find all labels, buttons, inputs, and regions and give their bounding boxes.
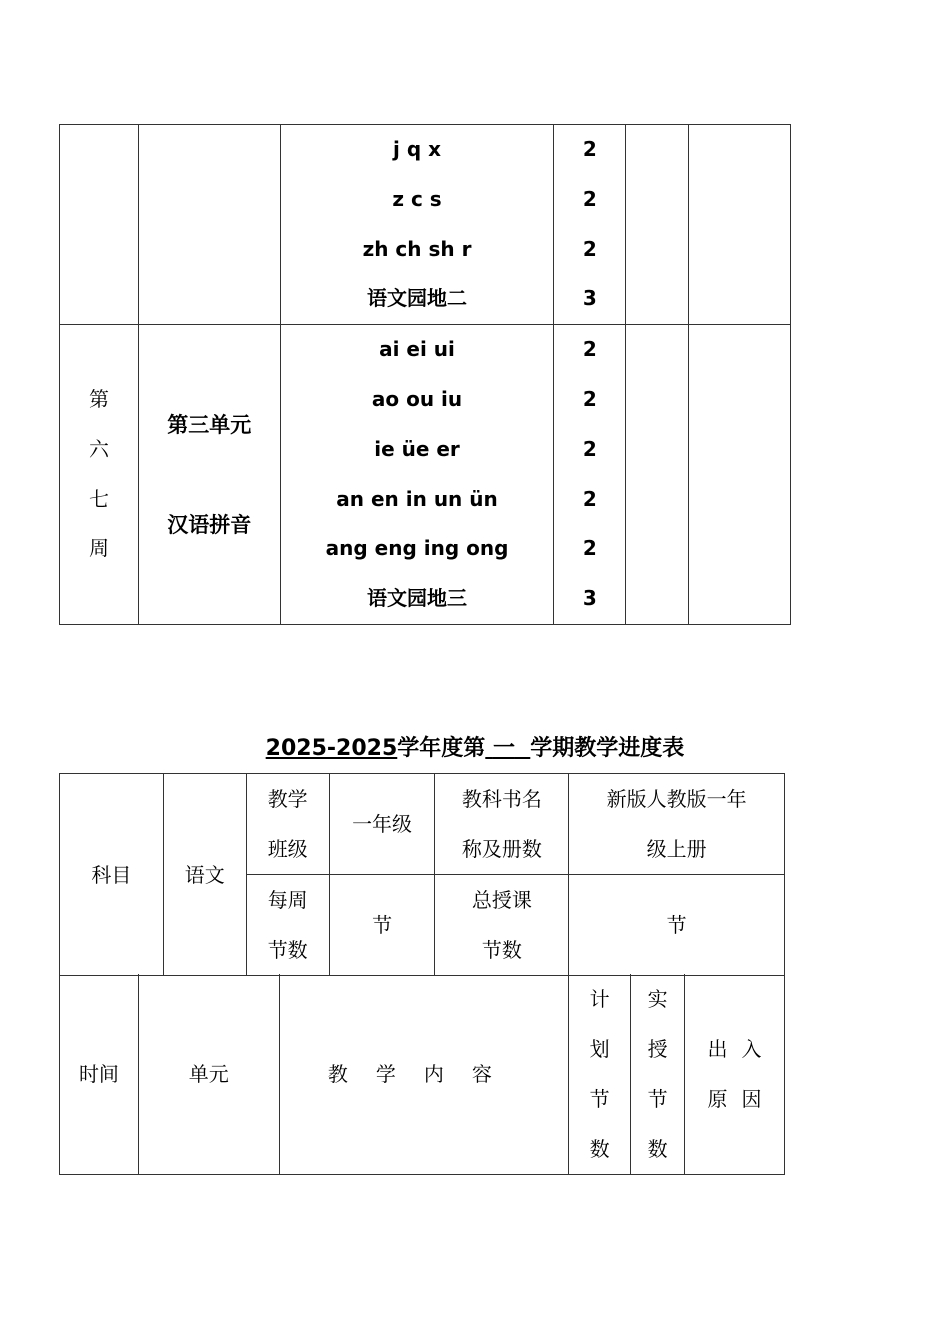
hours-value: 3 — [582, 286, 597, 311]
time-char: 七 — [88, 486, 109, 511]
hours-value: 2 — [582, 236, 597, 261]
subject-label: 科目 — [60, 774, 164, 976]
class-label — [246, 774, 329, 875]
header-char: 数 — [647, 1137, 668, 1161]
hours-value: 2 — [582, 186, 597, 211]
column-header-remarks — [685, 974, 785, 1175]
time-char: 周 — [88, 536, 109, 561]
content-line: ang eng ing ong — [325, 536, 509, 561]
content-line: 语文园地三 — [367, 586, 468, 611]
label-line: 教学 — [267, 787, 308, 811]
content-line: ai ei ui — [379, 337, 455, 362]
label-line: 班级 — [267, 837, 308, 861]
label-line: 称及册数 — [461, 837, 542, 861]
title-term: 一 — [492, 736, 515, 761]
subject-value: 语文 — [163, 774, 246, 976]
column-header-unit: 单元 — [138, 974, 279, 1175]
hours-value: 3 — [582, 586, 597, 611]
column-header-time: 时间 — [60, 974, 139, 1175]
content-line: an en in un ün — [336, 486, 498, 511]
progress-header-table — [59, 974, 785, 1175]
title-text-1: 学年度第 — [397, 736, 486, 761]
value-line: 级上册 — [646, 837, 707, 861]
table-row — [60, 325, 791, 625]
content-line: zh ch sh r — [362, 236, 472, 261]
hours-value: 2 — [582, 137, 597, 161]
header-char: 实 — [647, 987, 668, 1011]
book-label — [435, 774, 569, 875]
column-header-actual — [631, 974, 685, 1175]
total-hours-label — [435, 875, 569, 976]
table-header-row — [60, 974, 785, 1175]
title-year: 2025-2025 — [265, 736, 398, 761]
column-header-content: 教学内容 — [279, 974, 569, 1175]
label-line: 每周 — [267, 888, 308, 912]
actual-hours-cell — [626, 325, 689, 625]
actual-hours-cell — [626, 125, 689, 325]
header-line: 出入 — [707, 1037, 776, 1061]
header-line: 原因 — [707, 1087, 776, 1111]
content-line: z c s — [392, 186, 442, 211]
unit-name: 第三单元 — [167, 412, 252, 437]
content-line: j q x — [393, 137, 442, 161]
hours-cell — [554, 125, 626, 325]
remarks-cell — [689, 125, 791, 325]
header-char: 节 — [589, 1087, 610, 1111]
book-value — [569, 774, 785, 875]
content-line: 语文园地二 — [367, 286, 468, 311]
header-char: 授 — [647, 1037, 668, 1061]
weekly-hours-value: 节 — [329, 875, 435, 976]
remarks-cell — [689, 325, 791, 625]
total-hours-value: 节 — [569, 875, 785, 976]
time-char: 六 — [88, 436, 109, 461]
column-header-planned — [569, 974, 631, 1175]
time-char: 第 — [88, 386, 109, 411]
header-char: 数 — [589, 1137, 610, 1161]
hours-value: 2 — [582, 386, 597, 411]
time-cell — [60, 325, 139, 625]
table-row — [60, 125, 791, 325]
label-line: 教科书名 — [461, 787, 542, 811]
label-line: 节数 — [267, 938, 308, 962]
weekly-hours-label — [246, 875, 329, 976]
unit-cell — [138, 125, 280, 325]
unit-subtitle: 汉语拼音 — [167, 512, 252, 537]
hours-value: 2 — [582, 536, 597, 561]
table-row — [60, 774, 785, 875]
hours-value: 2 — [582, 337, 597, 362]
header-char: 计 — [589, 987, 610, 1011]
content-line: ie üe er — [374, 436, 460, 461]
unit-cell — [138, 325, 280, 625]
hours-cell — [554, 325, 626, 625]
label-line: 节数 — [481, 938, 522, 962]
progress-table-continued — [59, 124, 791, 625]
content-cell — [280, 325, 554, 625]
time-cell — [60, 125, 139, 325]
hours-value: 2 — [582, 436, 597, 461]
header-char: 节 — [647, 1087, 668, 1111]
title-text-2: 学期教学进度表 — [530, 736, 685, 761]
content-line: ao ou iu — [371, 386, 463, 411]
value-line: 新版人教版一年 — [606, 787, 747, 811]
class-value: 一年级 — [329, 774, 435, 875]
label-line: 总授课 — [471, 888, 532, 912]
page-title — [0, 733, 950, 765]
header-char: 划 — [589, 1037, 610, 1061]
hours-value: 2 — [582, 486, 597, 511]
course-info-table — [59, 773, 785, 976]
content-cell — [280, 125, 554, 325]
